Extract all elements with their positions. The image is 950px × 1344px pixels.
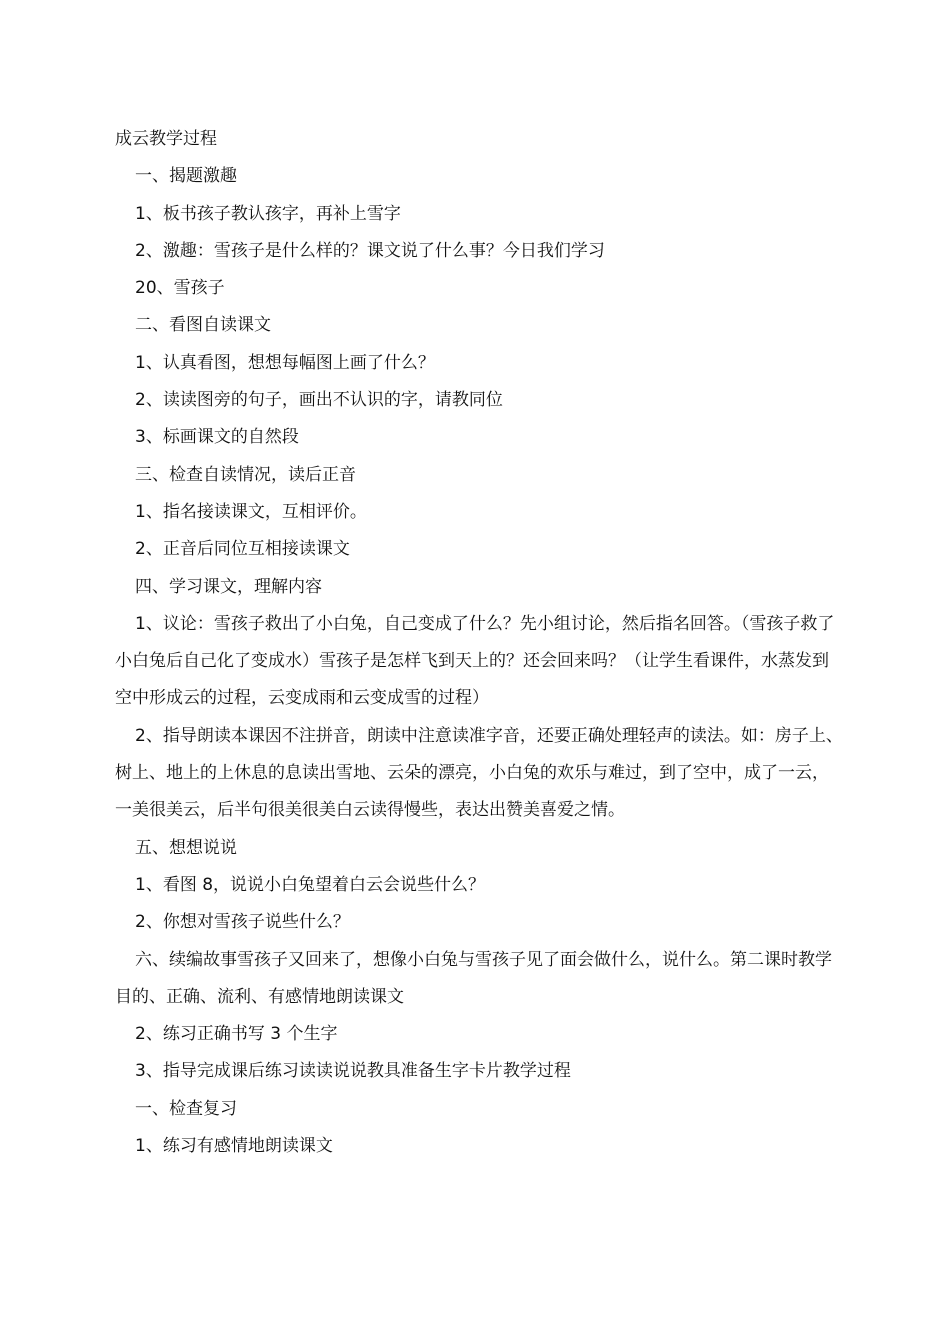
lesson-title: 20、雪孩子: [135, 278, 225, 299]
paragraph: 2、你想对雪孩子说些什么？: [135, 912, 350, 933]
paragraph: 1、认真看图，想想每幅图上画了什么？: [135, 352, 435, 373]
paragraph: 1、看图 8，说说小白兔望着白云会说些什么？: [135, 874, 486, 895]
section-heading: 五、想想说说: [135, 837, 237, 858]
paragraph: 2、激趣：雪孩子是什么样的？课文说了什么事？今日我们学习: [135, 240, 605, 261]
paragraph: 3、标画课文的自然段: [135, 427, 299, 448]
paragraph: 2、正音后同位互相接读课文: [135, 539, 350, 560]
paragraph: 2、读读图旁的句子，画出不认识的字，请教同位: [135, 390, 503, 411]
paragraph: 2、指导朗读本课因不注拼音，朗读中注意读准字音，还要正确处理轻声的读法。如：房子上、树上、地上的上休息的息读出雪地、云朵的漂亮，小白兔的欢乐与难过，到了空中，成了一云，一美很美云，后半句很美很美白云读得慢些，表达出赞美喜爱之情。: [115, 725, 843, 821]
paragraph: 1、板书孩子教认孩字，再补上雪字: [135, 203, 401, 224]
paragraph: 六、续编故事雪孩子又回来了，想像小白兔与雪孩子见了面会做什么，说什么。第二课时教学目的、正确、流利、有感情地朗读课文: [115, 949, 832, 1007]
paragraph: 3、指导完成课后练习读读说说教具准备生字卡片教学过程: [135, 1061, 571, 1082]
section-heading: 三、检查自读情况，读后正音: [135, 464, 356, 485]
paragraph: 2、练习正确书写 3 个生字: [135, 1024, 338, 1045]
paragraph: 1、指名接读课文，互相评价。: [135, 501, 367, 522]
document-heading: 成云教学过程: [115, 129, 217, 149]
paragraph: 1、议论：雪孩子救出了小白兔，自己变成了什么？先小组讨论，然后指名回答。（雪孩子救了小白兔后自己化了变成水）雪孩子是怎样飞到天上的？还会回来吗？（让学生看课件，水蒸发到空中形成云的过程，云变成雨和云变成雪的过程）: [115, 613, 835, 709]
section-heading: 二、看图自读课文: [135, 315, 271, 336]
section-heading: 一、揭题激趣: [135, 166, 237, 187]
section-heading: 四、学习课文，理解内容: [135, 576, 322, 597]
document-body: [115, 121, 845, 1165]
section-heading: 一、检查复习: [135, 1098, 237, 1119]
paragraph: 1、练习有感情地朗读课文: [135, 1136, 333, 1157]
